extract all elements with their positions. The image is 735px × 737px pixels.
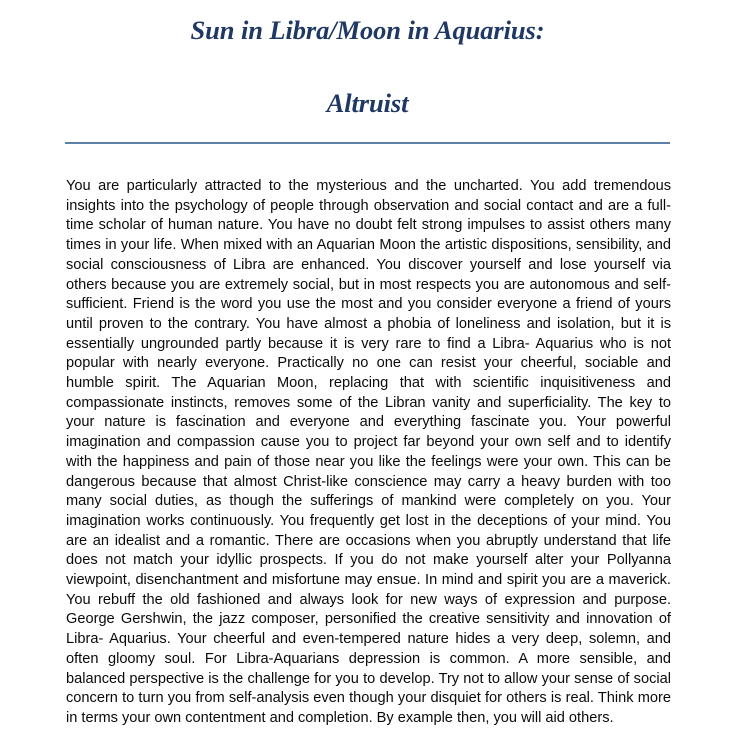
divider-container (0, 120, 735, 144)
page-subtitle: Altruist (326, 88, 409, 118)
body-paragraph: You are particularly attracted to the mysterious and the uncharted. You add tremendous insights into the psychology of people through observation and social contact and are a full-time scholar of human nature. You have no doubt felt strong impulses to assist others many times in your life. When mixed with an Aquarian Moon the artistic dispositions, sensibility, and social consciousness of Libra are enhanced. You discover yourself and lose yourself via others because you are extremely social, but in most respects you are autonomous and self-sufficient. Friend is the word you use the most and you consider everyone a friend of yours until proven to the contrary. You have almost a phobia of loneliness and isolation, but it is essentially ungrounded partly because it is very rare to find a Libra- Aquarius who is not popular with nearly everyone. Practically no one can resist your cheerful, sociable and humble spirit. The Aquarian Moon, replacing that with scientific inquisitiveness and compassionate instincts, removes some of the Libran vanity and superficiality. The key to your nature is fascination and everyone and everything fascinate you. Your powerful imagination and compassion cause you to project far beyond your own self and to identify with the happiness and pain of those near you like the feelings were your own. This can be dangerous because that almost Christ-like conscience may carry a heavy burden with too many social duties, as though the sufferings of mankind were completely on you. Your imagination works continuously. You frequently get lost in the deceptions of your mind. You are an idealist and a romantic. There are occasions when you abruptly understand that life does not match your idyllic prospects. If you do not make yourself alter your Pollyanna viewpoint, disenchantment and misfortune may ensue. In mind and spirit you are a maverick. You rebuff the old fashioned and always look for new ways of expression and purpose. George Gershwin, the jazz composer, personified the creative sensitivity and innovation of Libra- Aquarius. Your cheerful and even-tempered nature hides a very deep, solemn, and often gloomy soul. For Libra-Aquarians depression is common. A more sensible, and balanced perspective is the challenge for you to develop. Try not to allow your sense of social concern to turn you from self-analysis even though your disquiet for others is real. Think more in terms your own contentment and completion. By example then, you will aid others. (66, 178, 671, 726)
horizontal-rule-divider (65, 142, 670, 144)
document-header (0, 0, 735, 120)
document-body (0, 152, 735, 729)
page-title: Sun in Libra/Moon in Aquarius: (190, 15, 545, 45)
